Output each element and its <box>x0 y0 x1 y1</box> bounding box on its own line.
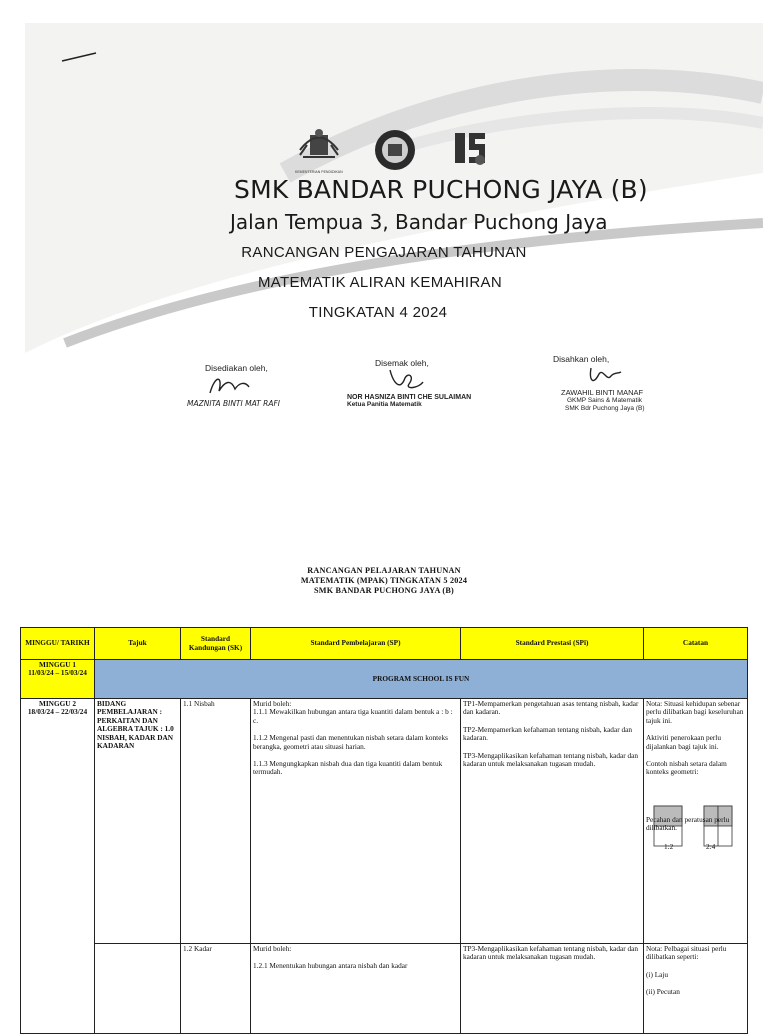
topic-cell <box>95 944 181 1034</box>
header-content-standard: Standard Kandungan (SK) <box>181 628 251 660</box>
handwritten-signature <box>553 364 623 388</box>
performance-standard-cell <box>461 699 644 944</box>
spi-item: TP2-Mempamerkan kefahaman tentang nisbah, kadar dan kadaran. <box>463 724 632 743</box>
program-banner: PROGRAM SCHOOL IS FUN <box>95 660 748 699</box>
spi-item: TP3-Mengaplikasikan kefahaman tentang nisbah, kadar dan kadaran untuk melaksanakan tugasan mudah. <box>463 944 639 962</box>
spi-item: TP1-Mempamerkan pengetahuan asas tentang nisbah, kadar dan kadaran. <box>463 699 639 717</box>
header-week: MINGGU/ TARIKH <box>21 628 95 660</box>
school-name: SMK BANDAR PUCHONG JAYA (B) <box>234 175 648 204</box>
signature-label: Disahkan oleh, <box>553 354 610 364</box>
signature-block-reviewed <box>347 358 472 409</box>
signature-block-approved <box>553 354 644 413</box>
note-text: Nota: Situasi kehidupan sebenar perlu dilibatkan bagi keseluruhan tajuk ini. <box>646 699 744 725</box>
topic-cell: BIDANG PEMBELAJARAN : PERKAITAN DAN ALGEBRA TAJUK : 1.0 NISBAH, KADAR DAN KADARAN <box>95 699 181 944</box>
week-label: MINGGU 2 <box>38 699 77 708</box>
spi-item: TP3-Mengaplikasikan kefahaman tentang nisbah, kadar dan kadaran untuk melaksanakan tugasan mudah. <box>463 750 639 769</box>
notes-cell <box>644 944 748 1034</box>
handwritten-signature <box>375 368 435 394</box>
anniversary-25-logo <box>455 133 485 165</box>
cover-title-line-3: TINGKATAN 4 2024 <box>308 304 448 321</box>
table-row <box>21 699 748 944</box>
sp-item: 1.1.3 Mengungkapkan nisbah dua dan tiga kuantiti dalam bentuk termudah. <box>253 759 443 777</box>
signatory-role: GKMP Sains & Matematik <box>567 397 643 404</box>
table-header-row <box>21 628 748 660</box>
notes-cell <box>644 699 748 944</box>
ratio-label: 2:4 <box>706 841 716 851</box>
cover-swoosh-background <box>25 23 763 517</box>
header-topic: Tajuk <box>95 628 181 660</box>
signature-block-prepared <box>187 363 281 408</box>
sp-item: 1.2.1 Menentukan hubungan antara nisbah dan kadar <box>253 961 408 971</box>
document-heading <box>0 566 768 596</box>
note-text: Pecahan dan peratusan perlu dilibatkan. <box>646 814 730 833</box>
signature-label: Disemak oleh, <box>375 358 429 368</box>
cover-title-line-1: RANCANGAN PENGAJARAN TAHUNAN <box>241 244 527 261</box>
heading-line-1: RANCANGAN PELAJARAN TAHUNAN <box>307 566 461 575</box>
signatory-role: Ketua Panitia Matematik <box>347 401 422 408</box>
equivalent-ratio-figure <box>646 786 745 856</box>
signatory-name: MAZNITA BINTI MAT RAFI <box>187 399 281 408</box>
cover-scan <box>25 23 763 517</box>
sp-intro: Murid boleh: <box>253 699 292 708</box>
signature-label: Disediakan oleh, <box>205 363 268 373</box>
content-standard-cell: 1.2 Kadar <box>181 944 251 1034</box>
school-address: Jalan Tempua 3, Bandar Puchong Jaya <box>230 210 608 234</box>
learning-standard-cell <box>251 699 461 944</box>
header-performance-standard: Standard Prestasi (SPi) <box>461 628 644 660</box>
performance-standard-cell <box>461 944 644 1034</box>
week-cell <box>21 699 95 1034</box>
table-row <box>21 660 748 699</box>
heading-line-2: MATEMATIK (MPAK) TINGKATAN 5 2024 <box>300 576 468 585</box>
school-badge-logo <box>375 130 415 170</box>
signatory-school: SMK Bdr Puchong Jaya (B) <box>565 405 645 412</box>
learning-standard-cell <box>251 944 461 1034</box>
signatory-name: NOR HASNIZA BINTI CHE SULAIMAN <box>347 394 472 401</box>
handwritten-signature <box>205 373 275 399</box>
sp-item: 1.1.1 Mewakilkan hubungan antara tiga kuantiti dalam bentuk a : b : c. <box>253 707 453 725</box>
sp-item: 1.1.2 Mengenal pasti dan menentukan nisbah setara dalam konteks berangka, geometri atau situasi harian. <box>253 733 448 751</box>
content-standard-cell: 1.1 Nisbah <box>181 699 251 944</box>
note-text: Aktiviti penerokaan perlu dijalankan bagi tajuk ini. <box>646 733 721 751</box>
header-learning-standard: Standard Pembelajaran (SP) <box>251 628 461 660</box>
ratio-label: 1:2 <box>664 841 674 851</box>
note-item: (i) Laju <box>646 969 669 979</box>
header-notes: Catatan <box>644 628 748 660</box>
table-row <box>21 944 748 1034</box>
week-dates: 11/03/24 – 15/03/24 <box>28 668 87 678</box>
note-text: Nota: Pelbagai situasi perlu dilibatkan seperti: <box>646 944 727 962</box>
week-cell <box>21 660 95 699</box>
week-label: MINGGU 1 <box>38 660 77 669</box>
note-item: (ii) Pecutan <box>646 987 680 997</box>
yearly-plan-table <box>20 627 748 1034</box>
cover-title-line-2: MATEMATIK ALIRAN KEMAHIRAN <box>258 274 502 291</box>
ministry-caption: KEMENTERIAN PENDIDIKAN <box>295 170 343 174</box>
week-dates: 18/03/24 – 22/03/24 <box>27 707 88 717</box>
heading-line-3: SMK BANDAR PUCHONG JAYA (B) <box>314 586 454 595</box>
note-text: Contoh nisbah setara dalam konteks geometri: <box>646 759 727 777</box>
sp-intro: Murid boleh: <box>253 944 292 953</box>
ministry-crest-logo <box>300 129 338 157</box>
signatory-name: ZAWAHIL BINTI MANAF <box>561 388 644 397</box>
pen-mark <box>60 50 100 64</box>
